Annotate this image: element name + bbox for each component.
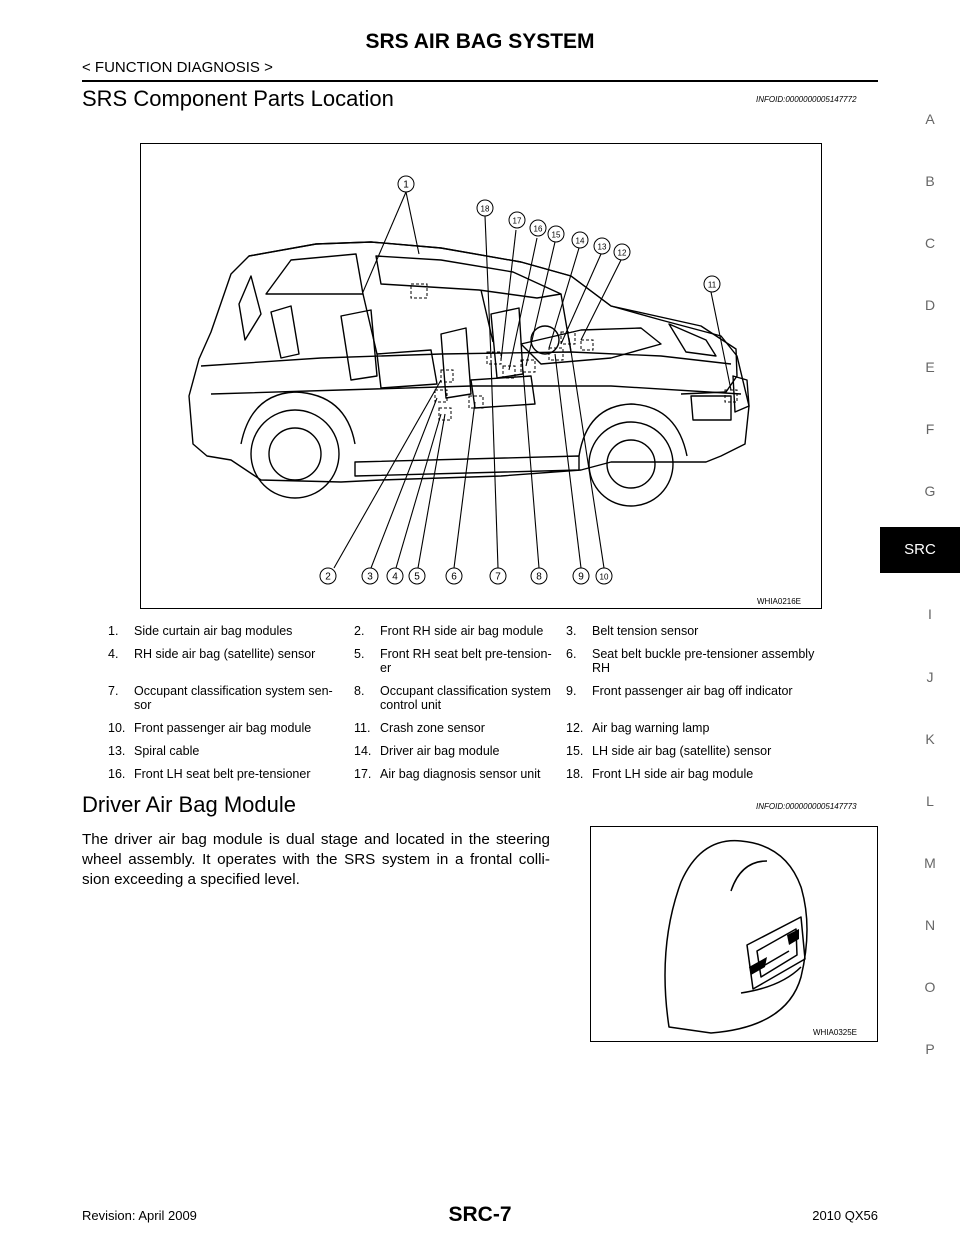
- callouts-top: [398, 176, 720, 292]
- side-tab-f[interactable]: F: [925, 421, 935, 437]
- header-rule: [82, 80, 878, 82]
- section-title-component-location: SRS Component Parts Location: [82, 86, 394, 111]
- parts-row: [108, 624, 832, 647]
- callout-label-10: 10: [599, 572, 609, 582]
- side-tab-i[interactable]: I: [928, 606, 932, 622]
- side-tab-c[interactable]: C: [924, 235, 936, 251]
- driver-airbag-figure: [590, 826, 878, 1042]
- part-number: 1.: [108, 624, 119, 638]
- part-number: 5.: [354, 647, 365, 661]
- part-number: 6.: [566, 647, 577, 661]
- part-label: Air bag diagnosis sensor unit: [380, 767, 541, 781]
- parts-row: [108, 721, 832, 744]
- section-label: < FUNCTION DIAGNOSIS >: [82, 59, 273, 76]
- part-label: Air bag warning lamp: [592, 721, 710, 735]
- part-label: Front RH seat belt pre-tension- er: [380, 647, 552, 675]
- page-header-title: SRS AIR BAG SYSTEM: [365, 30, 595, 53]
- callout-label-6: 6: [451, 571, 457, 583]
- part-label: Spiral cable: [134, 744, 200, 758]
- infoid-driver-airbag: INFOID:0000000005147773: [756, 802, 857, 811]
- part-number: 8.: [354, 684, 365, 698]
- callout-label-11: 11: [707, 280, 717, 290]
- part-label: Occupant classification system sen- sor: [134, 684, 333, 712]
- part-label: Crash zone sensor: [380, 721, 485, 735]
- infoid-component-location: INFOID:0000000005147772: [756, 95, 857, 104]
- part-number: 17.: [354, 767, 372, 781]
- part-label: Front RH side air bag module: [380, 624, 544, 638]
- driver-airbag-description: The driver air bag module is dual stage and located in the steering wheel assembly. It operates with the SRS system in a frontal colli-sion exceeding a specified level.: [82, 831, 550, 888]
- part-label: Side curtain air bag modules: [134, 624, 293, 638]
- part-number: 7.: [108, 684, 119, 698]
- parts-legend-table: [108, 624, 832, 790]
- part-number: 12.: [566, 721, 584, 735]
- callout-label-16: 16: [533, 224, 543, 234]
- side-tab-g[interactable]: G: [924, 483, 936, 499]
- side-tab-m[interactable]: M: [924, 855, 936, 871]
- part-label: Front passenger air bag off indicator: [592, 684, 793, 698]
- callout-label-4: 4: [392, 571, 398, 583]
- footer-revision: Revision: April 2009: [82, 1208, 197, 1223]
- side-tab-l[interactable]: L: [926, 793, 934, 809]
- callout-label-18: 18: [480, 204, 490, 214]
- callout-label-17: 17: [512, 216, 522, 226]
- callout-label-15: 15: [551, 230, 561, 240]
- callout-label-5: 5: [414, 571, 420, 583]
- parts-row: [108, 684, 832, 721]
- callout-label-7: 7: [495, 571, 501, 583]
- part-number: 14.: [354, 744, 372, 758]
- part-label: Front passenger air bag module: [134, 721, 312, 735]
- figure-code: WHIA0216E: [757, 597, 802, 606]
- part-label: Seat belt buckle pre-tensioner assembly RH: [592, 647, 815, 675]
- side-tab-p[interactable]: P: [925, 1041, 935, 1057]
- part-number: 16.: [108, 767, 126, 781]
- section-title-driver-airbag: Driver Air Bag Module: [82, 792, 296, 817]
- callouts-bottom: [320, 568, 612, 584]
- part-label: RH side air bag (satellite) sensor: [134, 647, 316, 661]
- callout-label-3: 3: [367, 571, 373, 583]
- side-tab-j[interactable]: J: [926, 669, 934, 685]
- footer-page-number: SRC-7: [448, 1203, 512, 1226]
- part-label: Front LH seat belt pre-tensioner: [134, 767, 311, 781]
- side-tab-n[interactable]: N: [924, 917, 936, 933]
- side-index-tabs: [880, 0, 960, 1242]
- part-number: 18.: [566, 767, 584, 781]
- part-number: 15.: [566, 744, 584, 758]
- part-label: Front LH side air bag module: [592, 767, 754, 781]
- part-label: Belt tension sensor: [592, 624, 699, 638]
- side-tab-a[interactable]: A: [925, 111, 935, 127]
- part-number: 2.: [354, 624, 365, 638]
- callout-label-1: 1: [403, 179, 409, 191]
- part-label: Occupant classification system control unit: [380, 684, 551, 712]
- part-number: 9.: [566, 684, 577, 698]
- airbag-module-illustration: [591, 827, 878, 1042]
- part-label: LH side air bag (satellite) sensor: [592, 744, 772, 758]
- side-tab-o[interactable]: O: [924, 979, 936, 995]
- figure-code: WHIA0325E: [813, 1028, 858, 1037]
- side-tab-d[interactable]: D: [924, 297, 936, 313]
- callout-label-13: 13: [597, 242, 607, 252]
- footer-model: 2010 QX56: [812, 1208, 878, 1223]
- vehicle-cutaway-illustration: [141, 144, 822, 609]
- part-number: 13.: [108, 744, 126, 758]
- parts-row: [108, 744, 832, 767]
- part-number: 11.: [354, 721, 371, 735]
- component-location-figure: [140, 143, 822, 609]
- callout-label-14: 14: [575, 236, 585, 246]
- callout-label-2: 2: [325, 571, 331, 583]
- part-label: Driver air bag module: [380, 744, 500, 758]
- callout-label-9: 9: [578, 571, 584, 583]
- part-number: 3.: [566, 624, 577, 638]
- side-tab-k[interactable]: K: [925, 731, 935, 747]
- callout-label-8: 8: [536, 571, 542, 583]
- part-number: 4.: [108, 647, 119, 661]
- parts-row: [108, 767, 832, 790]
- parts-row: [108, 647, 832, 684]
- part-number: 10.: [108, 721, 126, 735]
- side-tab-e[interactable]: E: [925, 359, 935, 375]
- callout-label-12: 12: [617, 248, 627, 258]
- side-tab-src[interactable]: SRC: [880, 527, 960, 573]
- side-tab-b[interactable]: B: [925, 173, 935, 189]
